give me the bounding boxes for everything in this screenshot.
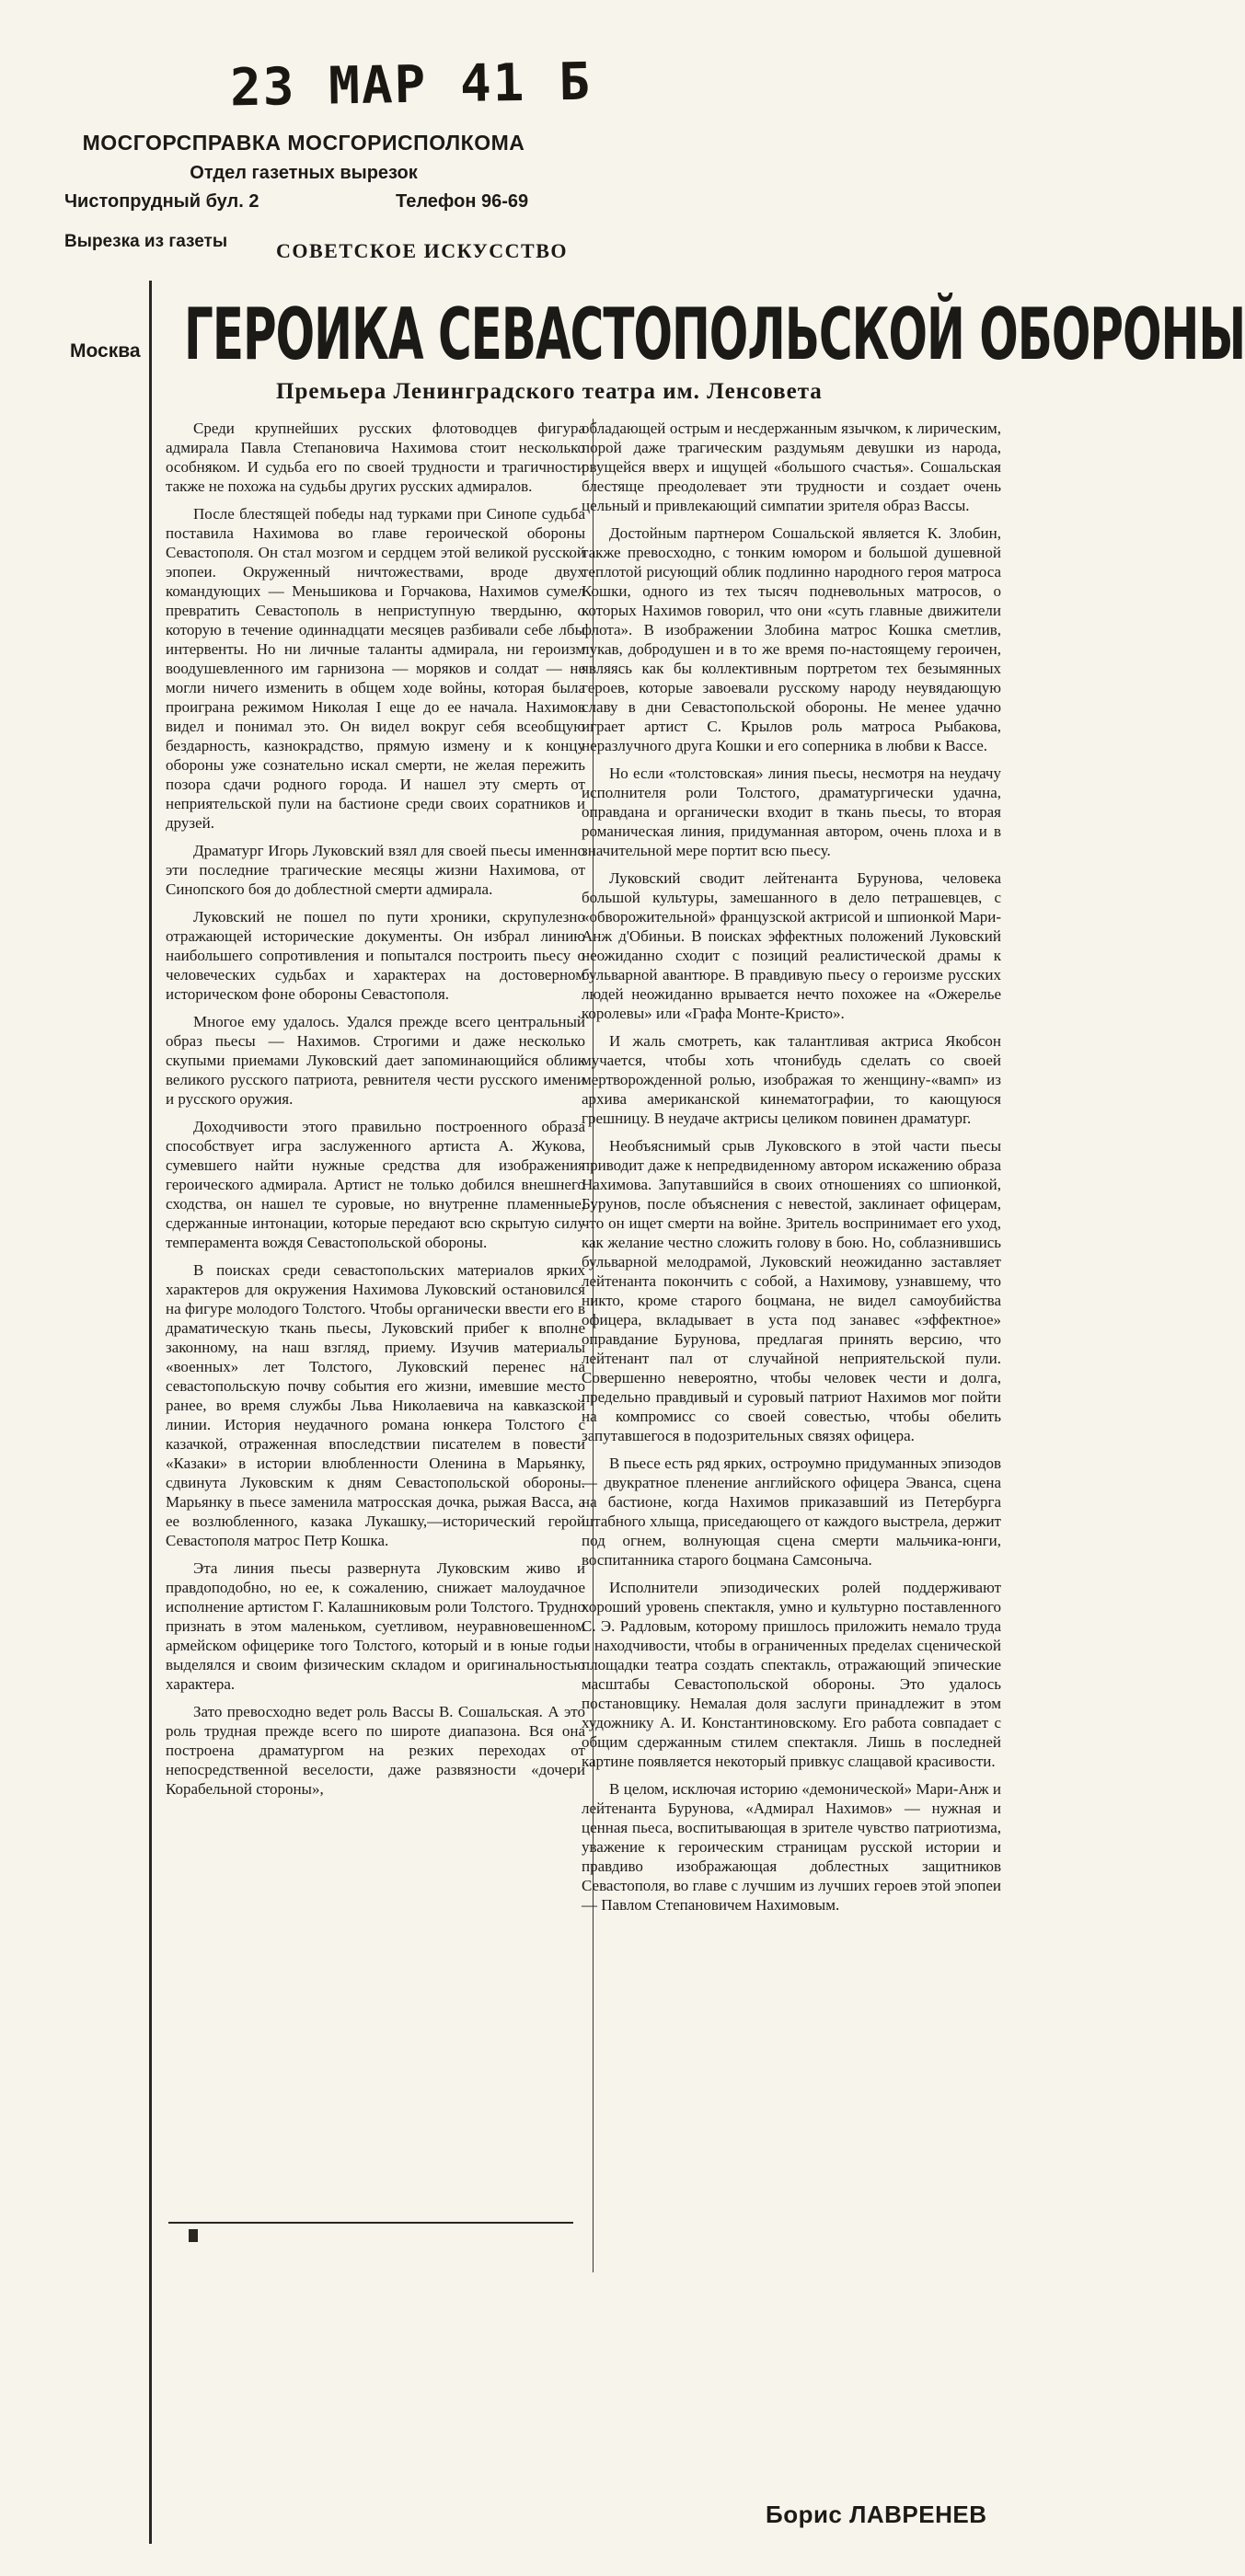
agency-phone: Телефон 96-69 [396, 191, 529, 212]
paragraph: Исполнители эпизодических ролей поддерживают хороший уровень спектакля, умно и культурно поставленного С. Э. Радловым, которому пришлось приложить немало труда и находчивости, чтобы в ограниченных пределах сценической площадки театра создать спектакль, отражающий эпические масштабы Севастопольской обороны. Это удалось постановщику. Немалая доля заслуги принадлежит в этом художнику А. И. Константиновскому. Его работа совпадает с общим сдержанным стилем спектакля. Лишь в последней картине появляется некоторый привкус слащавой красивости. [582, 1579, 1001, 1770]
paragraph: Доходчивости этого правильно построенного образа способствует игра заслуженного артиста А. Жукова, сумевшего найти нужные средства для изображения героического адмирала. Артист не только добился внешнего сходства, он нашел те суровые, но внутренне пламенные, сдержанные интонации, которые передают всю скрытую силу темперамента вождя Севастопольской обороны. [166, 1118, 585, 1251]
paragraph: Необъяснимый срыв Луковского в этой части пьесы приводит даже к непредвиденному автором искажению образа Нахимова. Запутавшийся в своих отношениях со шпионкой, Бурунов, после объяснения с невестой, заклинает офицерам, что он ищет смерти на войне. Зритель воспринимает его уход, как желание честно сложить голову в бою. Но, соблазнившись бульварной мелодрамой, Луковский неожиданно заставляет лейтенанта покончить с собой, а Нахимову, узнавшему, что никто, кроме старого боцмана, не видел самоубийства офицера, вкладывает в уста под занавес «эффектное» оправдание Бурунова, предлагая принять версию, что лейтенант пал от случайной неприятельской пули. Совершенно невероятно, чтобы человек чести и долга, предельно правдивый и суровый патриот Нахимов мог пойти на компромисс со своей совестью, чтобы обелить запутавшегося в подозрительных связях офицера. [582, 1137, 1001, 1444]
article-headline: ГЕРОИКА СЕВАСТОПОЛЬСКОЙ ОБОРОНЫ [184, 293, 1245, 376]
paragraph: Луковский сводит лейтенанта Бурунова, человека большой культуры, замешанного в дело петрашевцев, с «обворожительной» французской актрисой и шпионкой Мари-Анж д'Обиньи. В поисках эффектных положений Луковский неожиданно сходит с позиций реалистической драмы к бульварной авантюре. В правдивую пьесу о героизме русских людей неожиданно врывается нечто похожее на «Ожерелье королевы» или «Графа Монте-Кристо». [582, 869, 1001, 1022]
paragraph: В целом, исключая историю «демонической» Мари-Анж и лейтенанта Бурунова, «Адмирал Нахимов» — нужная и ценная пьеса, воспитывающая в зрителе чувство патриотизма, уважение к героическим страницам русской истории и правдиво изображающая доблестных защитников Севастополя, во главе с лучшим из лучших героев этой эпопеи — Павлом Степановичем Нахимовым. [582, 1780, 1001, 1914]
article-subheadline: Премьера Ленинградского театра им. Ленсовета [276, 379, 823, 404]
department-name: Отдел газетных вырезок [190, 163, 418, 183]
paragraph: После блестящей победы над турками при Синопе судьба поставила Нахимова во главе героической обороны Севастополя. Он стал мозгом и сердцем этой великой русской эпопеи. Окруженный ничтожествами, вроде двух командующих — Меньшикова и Горчакова, Нахимов сумел превратить Севастополь в неприступную твердыню, о которую в течение одиннадцати месяцев разбивали себе лбы интервенты. Но ни личные таланты адмирала, ни героизм воодушевленного им гарнизона — моряков и солдат — не могли ничего изменить в общем ходе войны, которая была проиграна режимом Николая I еще до ее начала. Нахимов видел и понимал это. Он видел вокруг себя всеобщую бездарность, казнокрадство, прямую измену и к концу обороны уже сознательно искал смерти, не желая пережить позора сдачи родного города. И нашел эту смерть от неприятельской пули на бастионе среди своих соратников и друзей. [166, 505, 585, 832]
agency-address: Чистопрудный бул. 2 [64, 191, 259, 212]
date-stamp: 23 МАР 41 Б [229, 52, 593, 119]
paragraph: Достойным партнером Сошальской является К. Злобин, также превосходно, с тонким юмором и большой душевной теплотой рисующий облик подлинно народного героя матроса Кошки, одного из тех тысяч подневольных матросов, о которых Нахимов говорил, что они «суть главные движители флота». В изображении Злобина матрос Кошка сметлив, лукав, добродушен и в то же время по-настоящему героичен, являясь как бы коллективным портретом тех безымянных героев, которые завоевали русскому народу неувядающую славу в дни Севастопольской обороны. Не менее удачно играет артист С. Крылов роль матроса Рыбакова, неразлучного друга Кошки и его соперника в любви к Вассе. [582, 524, 1001, 754]
paragraph: Среди крупнейших русских флотоводцев фигура адмирала Павла Степановича Нахимова стоит несколько особняком. И судьба его по своей трудности и трагичности также не похожа на судьбы других русских адмиралов. [166, 420, 585, 495]
paragraph: И жаль смотреть, как талантливая актриса Якобсон мучается, чтобы хоть чтонибудь сделать со своей мертворожденной ролью, изображая то женщину-«вамп» из архива американской кинематографии, то кающуюся грешницу. В неудаче актрисы целиком повинен драматург. [582, 1032, 1001, 1127]
clipping-source-label: Вырезка из газеты [64, 232, 228, 251]
paragraph: обладающей острым и несдержанным язычком, к лирическим, порой даже трагическим раздумьям девушки из народа, рвущейся вверх и ищущей «большого счастья». Сошальская блестяще преодолевает эти трудности и создает очень цельный и привлекающий симпатии зрителя образ Вассы. [582, 420, 1001, 514]
agency-name: МОСГОРСПРАВКА МОСГОРИСПОЛКОМА [82, 131, 525, 155]
column-end-mark [189, 2229, 198, 2242]
paragraph: Многое ему удалось. Удался прежде всего центральный образ пьесы — Нахимов. Строгими и даже несколько скупыми приемами Луковский дает запоминающийся облик великого русского патриота, ревнителя чести русского имени и русского оружия. [166, 1013, 585, 1108]
column-end-rule [168, 2222, 573, 2224]
city-label: Москва [70, 340, 141, 362]
author-signature: Борис ЛАВРЕНЕВ [766, 2501, 987, 2528]
paragraph: В пьесе есть ряд ярких, остроумно придуманных эпизодов — двукратное пленение английского офицера Эванса, сцена на бастионе, когда Нахимов приказавший из Петербурга штабного хлыща, приседающего от каждого выстрела, держит под огнем, волнующая сцена смерти мальчика-юнги, воспитанника старого боцмана Самсоныча. [582, 1455, 1001, 1569]
paragraph: В поисках среди севастопольских материалов ярких характеров для окружения Нахимова Луковский остановился на фигуре молодого Толстого. Чтобы органически ввести его в драматическую ткань пьесы, Луковский прибег к вполне законному, на наш взгляд, приему. Изучив материалы «военных» лет Толстого, Луковский перенес на севастопольскую почву события его жизни, имевшие место ранее, во время службы Льва Николаевича на кавказской линии. История неудачного романа юнкера Толстого с казачкой, отраженная впоследствии писателем в повести «Казаки» в истории влюбленности Оленина в Марьянку, сдвинута Луковским к дням Севастопольской обороны. Марьянку в пьесе заменила матросская дочка, рыжая Васса, а ее возлюбленного, казака Лукашку,—исторический герой Севастополя матрос Петр Кошка. [166, 1261, 585, 1549]
paragraph: Но если «толстовская» линия пьесы, несмотря на неудачу исполнителя роли Толстого, драматургически удачна, оправдана и органически входит в ткань пьесы, то вторая романическая линия, придуманная автором, очень плоха и в значительной мере портит всю пьесу. [582, 765, 1001, 859]
paragraph: Зато превосходно ведет роль Вассы В. Сошальская. А это роль трудная прежде всего по широте диапазона. Вся она построена драматургом на резких переходах от непосредственной веселости, даже развязности «дочери Корабельной стороны», [166, 1703, 585, 1798]
newspaper-name: СОВЕТСКОЕ ИСКУССТВО [276, 239, 568, 262]
paragraph: Драматург Игорь Луковский взял для своей пьесы именно эти последние трагические месяцы жизни Нахимова, от Синопского боя до доблестной смерти адмирала. [166, 842, 585, 898]
article-column-left [166, 419, 585, 2213]
paragraph: Эта линия пьесы развернута Луковским живо и правдоподобно, но ее, к сожалению, снижает малоудачное исполнение артистом Г. Калашниковым роли Толстого. Трудно признать в этом маленьком, суетливом, неуравновешенном армейском офицерике того Толстого, который и в юные годы выделялся и своим физическим складом и оригинальностью характера. [166, 1559, 585, 1693]
paragraph: Луковский не пошел по пути хроники, скрупулезно отражающей исторические документы. Он избрал линию наибольшего сопротивления и попытался построить пьесу о человеческих судьбах и характерах на достоверном историческом фоне обороны Севастополя. [166, 908, 585, 1003]
agency-block [64, 131, 543, 184]
article-column-right [582, 419, 1001, 2479]
